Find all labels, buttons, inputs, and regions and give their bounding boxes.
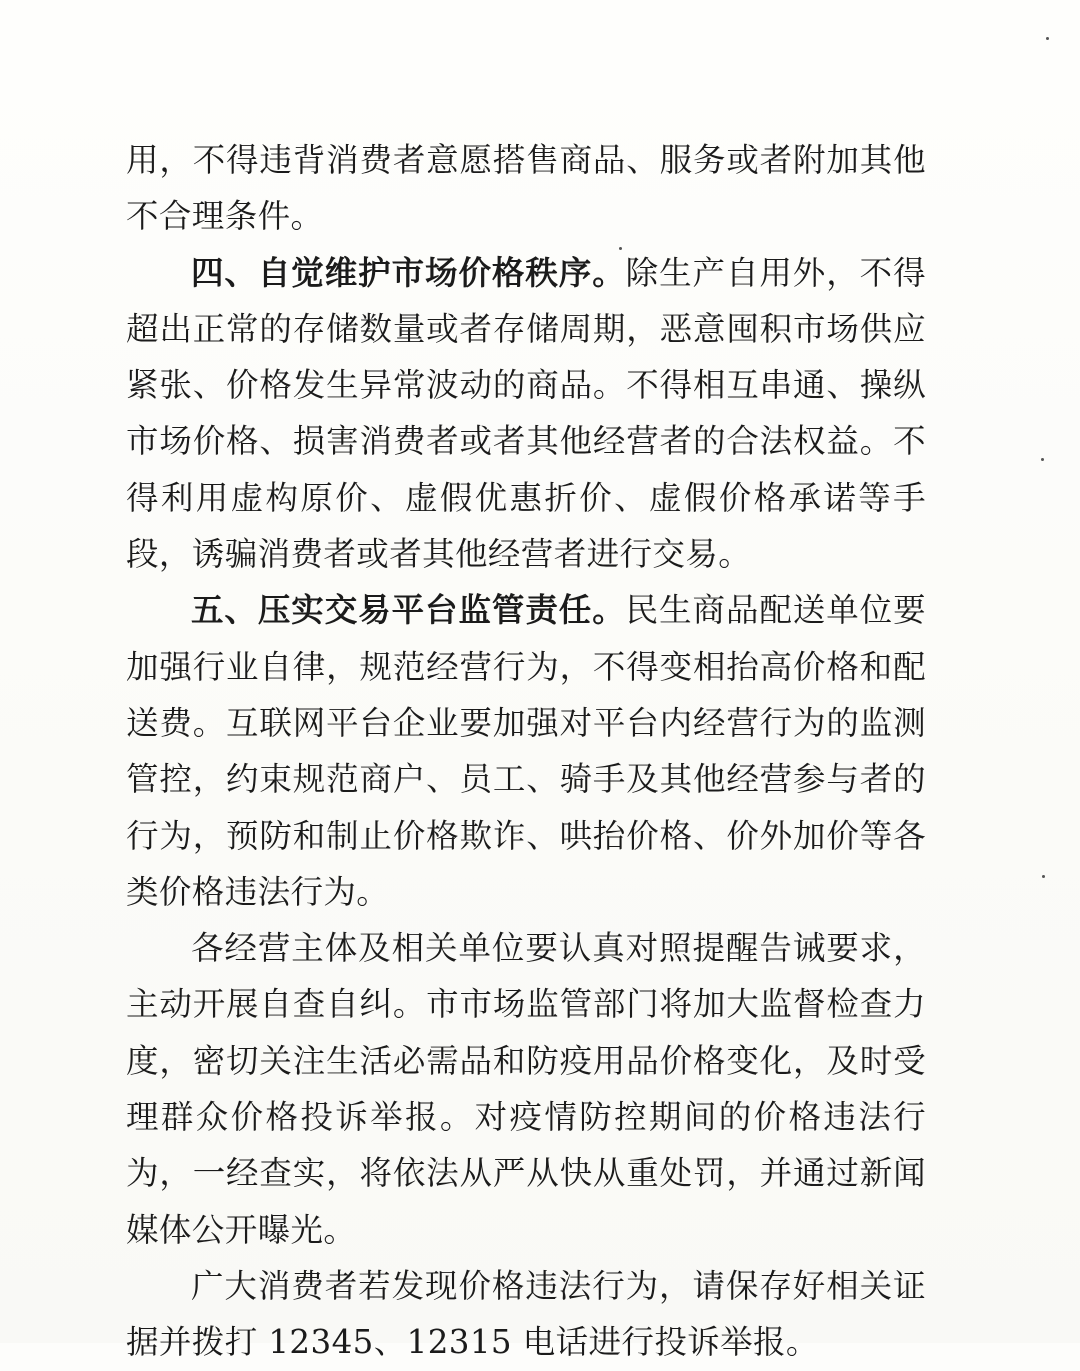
scan-speck <box>1046 37 1049 40</box>
item-four-heading: 四、自觉维护市场价格秩序。 <box>191 252 626 292</box>
item-four-text: 除生产自用外，不得超出正常的存储数量或者存储周期，恶意囤积市场供应紧张、价格发生异常波动的商品。不得相互串通、操纵市场价格、损害消费者或者其他经营者的合法权益。不得利用虚构原价、虚假优惠折价、虚假价格承诺等手段，诱骗消费者或者其他经营者进行交易。 <box>126 253 927 574</box>
paragraph-text: 用，不得违背消费者意愿搭售商品、服务或者附加其他不合理条件。 <box>126 141 926 236</box>
item-five-text: 民生商品配送单位要加强行业自律，规范经营行为，不得变相抬高价格和配送费。互联网平台企业要加强对平台内经营行为的监测管控，约束规范商户、员工、骑手及其他经营参与者的行为，预防和制止价格欺诈、哄抬价格、价外加价等各类价格违法行为。 <box>126 591 927 911</box>
paragraph-requirements <box>126 920 926 1258</box>
paragraph-item-four <box>126 245 926 583</box>
requirements-text: 各经营主体及相关单位要认真对照提醒告诫要求，主动开展自查自纠。市市场监管部门将加大监督检查力度，密切关注生活必需品和防疫用品价格变化，及时受理群众价格投诉举报。对疫情防控期间的价格违法行为，一经查实，将依法从严从快从重处罚，并通过新闻媒体公开曝光。 <box>126 929 926 1249</box>
consumer-notice-text: 广大消费者若发现价格违法行为，请保存好相关证据并拨打 12345、12315 电话进行投诉举报。 <box>126 1266 926 1362</box>
scan-speck <box>1041 458 1044 461</box>
scan-speck <box>1042 875 1045 878</box>
scan-speck <box>619 247 622 250</box>
paragraph-item-five <box>126 582 926 920</box>
paragraph-continuation <box>126 132 926 245</box>
paragraph-consumer-notice <box>126 1258 926 1371</box>
item-five-heading: 五、压实交易平台监管责任。 <box>191 590 626 630</box>
document-body <box>126 132 926 1371</box>
